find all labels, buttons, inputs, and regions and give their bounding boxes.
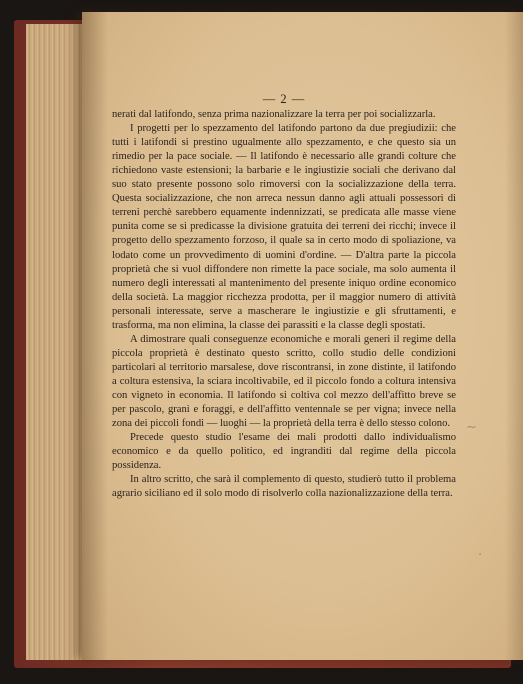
paragraph: I progetti per lo spezzamento del latifondo partono da due pregiudizii: che tutti i latifondi si prestino ugualmente allo spezzamento, e che questo sia un rimedio per la pace sociale. — Il latifondo è necessario alle grandi colture che richiedono vaste estensioni; la barbarie e le ingiustizie sociali che derivano dal suo stato presente possono solo rimoversi con la socializzazione della terra. Questa socializzazione, che non arreca nessun danno agli attuali possessori di terreni perchè sarebbero equamente indennizzati, se predicata alle masse viene punita come se si predicasse la divisione gratuita dei terreni dei ricchi; invece il progetto dello spezzamento forzoso, il quale sa in certo modo di spoliazione, va lodato come un provvedimento di uomini d'ordine. — D'altra parte la piccola proprietà che si vuol diffondere non rimette la pace sociale, ma solo aumenta il numero degli interessati al mantenimento del presente iniquo ordine economico della società. La maggior ricchezza prodotta, per il maggior numero di attività personali interessate, serve a mascherare le ingiustizie e gli sfruttamenti, e trasforma, ma non elimina, la classe dei parassiti e la classe degli spostati. xyxy=(112,123,456,331)
paragraph: In altro scritto, che sarà il complemento di questo, studierò tutto il problema agrario siciliano ed il solo modo di risolverlo colla nazionalizzazione della terra. xyxy=(112,474,456,500)
margin-pencil-mark: ~ xyxy=(466,420,477,435)
page-text xyxy=(112,92,456,501)
page-number: — 2 — xyxy=(262,92,306,106)
paragraph-continuation: nerati dal latifondo, senza prima nazionalizzare la terra per poi socializzarla. xyxy=(112,109,436,121)
gutter-shadow xyxy=(82,12,108,660)
margin-pencil-mark: · xyxy=(478,548,483,563)
paragraph: Precede questo studio l'esame dei mali prodotti dallo individualismo economico e da quello politico, ed ingranditi dal regime della piccola possidenza. xyxy=(112,432,456,472)
paragraph: A dimostrare quali conseguenze economiche e morali generi il regime della piccola proprietà è destinato questo scritto, collo studio delle condizioni particolari al territorio marsalese, dove riscontransi, in zone distinte, il latifondo a coltura estensiva, la sciara incoltivabile, ed il piccolo fondo a coltura intensiva con vigneto in economia. Il latifondo si coltiva col mezzo dell'affitto breve se per pascolo, grani e foraggi, e dell'affitto ventennale se per vigna; invece nella zona dei piccoli fondi — luoghi — la proprietà della terra è dello stesso colono. xyxy=(112,333,456,430)
